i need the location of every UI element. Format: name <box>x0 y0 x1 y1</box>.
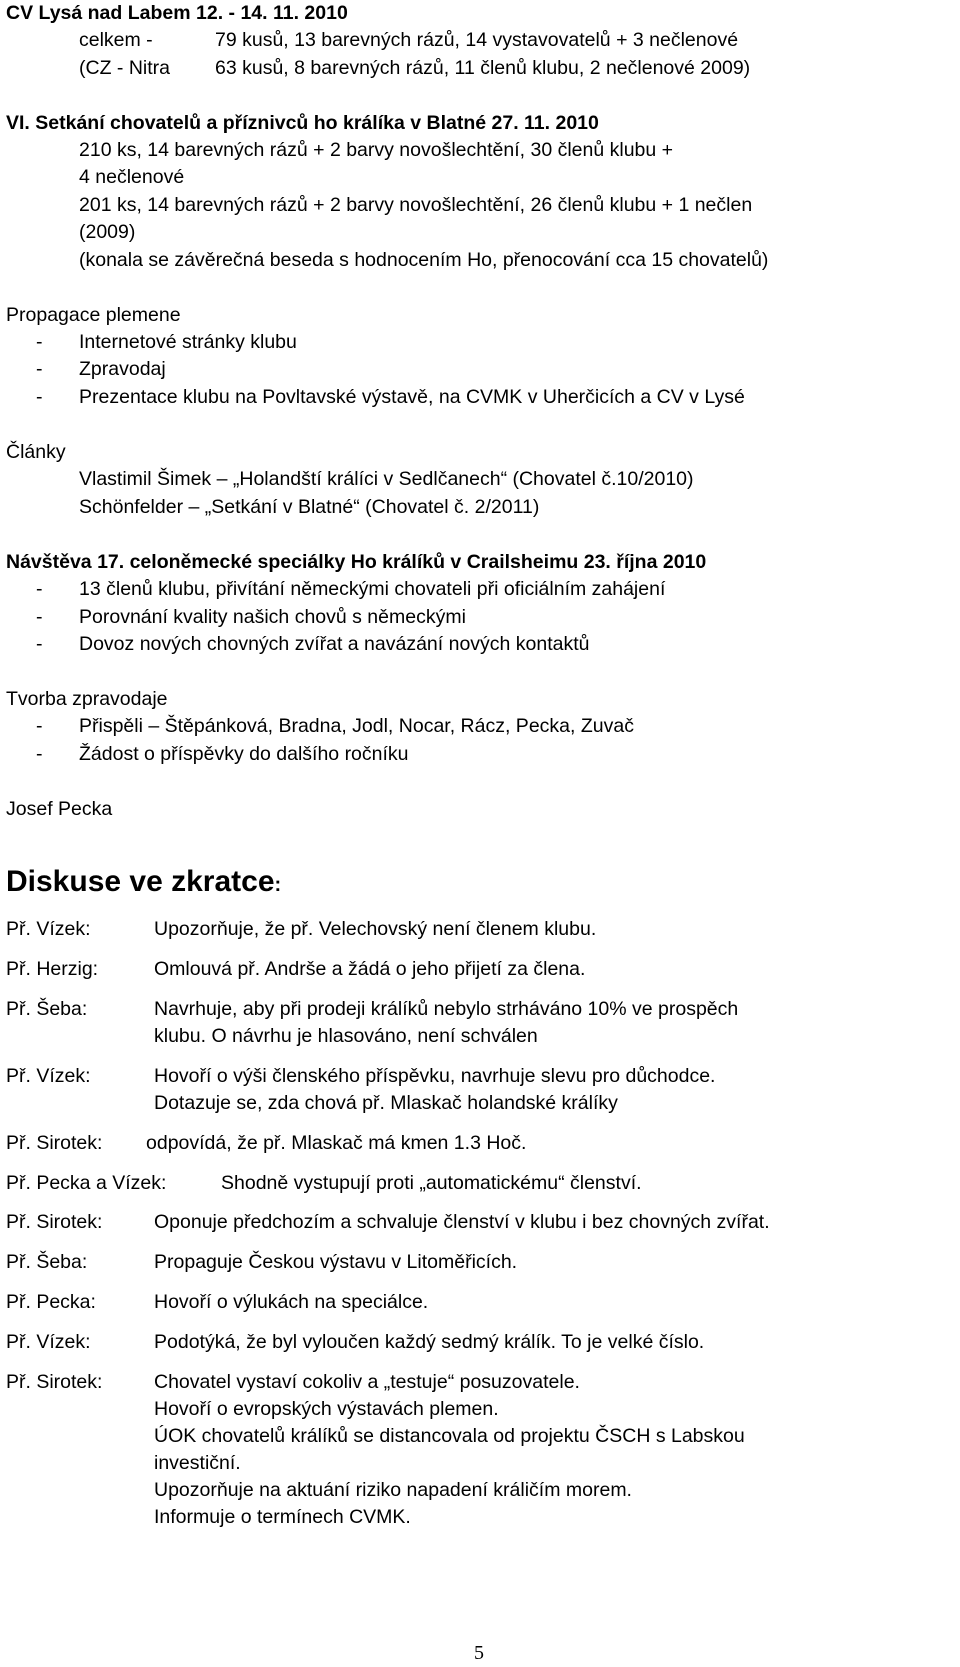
clanky-title: Články <box>6 441 66 463</box>
discussion-speaker: Př. Herzig: <box>6 958 99 980</box>
discussion-text: Dotazuje se, zda chová př. Mlaskač holandské králíky <box>154 1092 618 1114</box>
discussion-speaker: Př. Sirotek: <box>6 1371 103 1393</box>
cv-title: CV Lysá nad Labem 12. - 14. 11. 2010 <box>6 2 348 24</box>
discussion-speaker: Př. Šeba: <box>6 998 88 1020</box>
setkani-line: 4 nečlenové <box>79 166 185 188</box>
list-item-text: Přispěli – Štěpánková, Bradna, Jodl, Nocar, Rácz, Pecka, Zuvač <box>79 715 634 737</box>
list-item <box>6 713 956 740</box>
diskuse-title-text: Diskuse ve zkratce <box>6 865 275 898</box>
list-dash: - <box>36 331 43 353</box>
list-item-text: 13 členů klubu, přivítání německými chovateli při oficiálním zahájení <box>79 578 666 600</box>
clanky-item: Vlastimil Šimek – „Holandští králíci v Sedlčanech“ (Chovatel č.10/2010) <box>79 468 694 490</box>
discussion-speaker: Př. Vízek: <box>6 1331 91 1353</box>
discussion-speaker: Př. Vízek: <box>6 1065 91 1087</box>
discussion-speaker: Př. Pecka: <box>6 1291 96 1313</box>
list-dash: - <box>36 743 43 765</box>
discussion-text: klubu. O návrhu je hlasováno, není schválen <box>154 1025 538 1047</box>
setkani-title: VI. Setkání chovatelů a příznivců ho králíka v Blatné 27. 11. 2010 <box>6 112 599 134</box>
cv-line-2 <box>79 55 751 82</box>
discussion-text: investiční. <box>154 1452 241 1474</box>
discussion-text: Chovatel vystaví cokoliv a „testuje“ posuzovatele. <box>154 1371 580 1393</box>
list-item-text: Internetové stránky klubu <box>79 331 297 353</box>
cv-line-1-label: celkem - <box>79 29 153 51</box>
list-item <box>6 384 956 411</box>
cv-line-1-text: 79 kusů, 13 barevných rázů, 14 vystavovatelů + 3 nečlenové <box>215 29 739 51</box>
list-dash: - <box>36 358 43 380</box>
list-item-text: Dovoz nových chovných zvířat a navázání nových kontaktů <box>79 633 590 655</box>
list-dash: - <box>36 715 43 737</box>
discussion-text: Navrhuje, aby při prodeji králíků nebylo strháváno 10% ve prospěch <box>154 998 739 1020</box>
discussion-text: Upozorňuje na aktuání riziko napadení králičím morem. <box>154 1479 632 1501</box>
list-item <box>6 741 956 768</box>
diskuse-title <box>6 864 281 903</box>
list-item <box>6 356 956 383</box>
discussion-text: Omlouvá př. Andrše a žádá o jeho přijetí za člena. <box>154 958 586 980</box>
clanky-item: Schönfelder – „Setkání v Blatné“ (Chovatel č. 2/2011) <box>79 496 540 518</box>
setkani-line: (2009) <box>79 221 136 243</box>
discussion-text: Oponuje předchozím a schvaluje členství v klubu i bez chovných zvířat. <box>154 1211 770 1233</box>
list-item-text: Zpravodaj <box>79 358 166 380</box>
discussion-text: odpovídá, že př. Mlaskač má kmen 1.3 Hoč. <box>146 1132 527 1154</box>
list-dash: - <box>36 578 43 600</box>
list-item <box>6 576 956 603</box>
discussion-text: Hovoří o výlukách na speciálce. <box>154 1291 429 1313</box>
page-number: 5 <box>474 1642 484 1664</box>
discussion-text: Upozorňuje, že př. Velechovský není členem klubu. <box>154 918 597 940</box>
discussion-text: Hovoří o výši členského příspěvku, navrhuje slevu pro důchodce. <box>154 1065 716 1087</box>
discussion-speaker: Př. Sirotek: <box>6 1211 103 1233</box>
discussion-speaker: Př. Vízek: <box>6 918 91 940</box>
tvorba-title: Tvorba zpravodaje <box>6 688 168 710</box>
list-dash: - <box>36 606 43 628</box>
discussion-speaker: Př. Sirotek: <box>6 1132 103 1154</box>
diskuse-colon: : <box>274 874 282 896</box>
list-item <box>6 329 956 356</box>
discussion-text: ÚOK chovatelů králíků se distancovala od projektu ČSCH s Labskou <box>154 1425 745 1447</box>
list-item <box>6 604 956 631</box>
discussion-text: Hovoří o evropských výstavách plemen. <box>154 1398 499 1420</box>
list-dash: - <box>36 386 43 408</box>
discussion-text: Informuje o termínech CVMK. <box>154 1506 411 1528</box>
discussion-speaker: Př. Šeba: <box>6 1251 88 1273</box>
list-dash: - <box>36 633 43 655</box>
discussion-text: Podotýká, že byl vyloučen každý sedmý králík. To je velké číslo. <box>154 1331 705 1353</box>
cv-line-1 <box>79 27 739 54</box>
setkani-line: 201 ks, 14 barevných rázů + 2 barvy novošlechtění, 26 členů klubu + 1 nečlen <box>79 194 753 216</box>
list-item-text: Žádost o příspěvky do dalšího ročníku <box>79 743 409 765</box>
navsteva-title: Návštěva 17. celoněmecké speciálky Ho králíků v Crailsheimu 23. října 2010 <box>6 551 707 573</box>
discussion-speaker: Př. Pecka a Vízek: <box>6 1172 167 1194</box>
cv-line-2-text: 63 kusů, 8 barevných rázů, 11 členů klubu, 2 nečlenové 2009) <box>215 57 751 79</box>
discussion-text: Shodně vystupují proti „automatickému“ členství. <box>221 1172 642 1194</box>
discussion-text: Propaguje Českou výstavu v Litoměřicích. <box>154 1251 518 1273</box>
setkani-line: 210 ks, 14 barevných rázů + 2 barvy novošlechtění, 30 členů klubu + <box>79 139 674 161</box>
cv-line-2-label: (CZ - Nitra <box>79 57 170 79</box>
list-item-text: Prezentace klubu na Povltavské výstavě, na CVMK v Uherčicích a CV v Lysé <box>79 386 745 408</box>
signature: Josef Pecka <box>6 798 113 820</box>
propagace-title: Propagace plemene <box>6 304 181 326</box>
setkani-line: (konala se závěrečná beseda s hodnocením Ho, přenocování cca 15 chovatelů) <box>79 249 769 271</box>
list-item-text: Porovnání kvality našich chovů s německými <box>79 606 466 628</box>
list-item <box>6 631 956 658</box>
